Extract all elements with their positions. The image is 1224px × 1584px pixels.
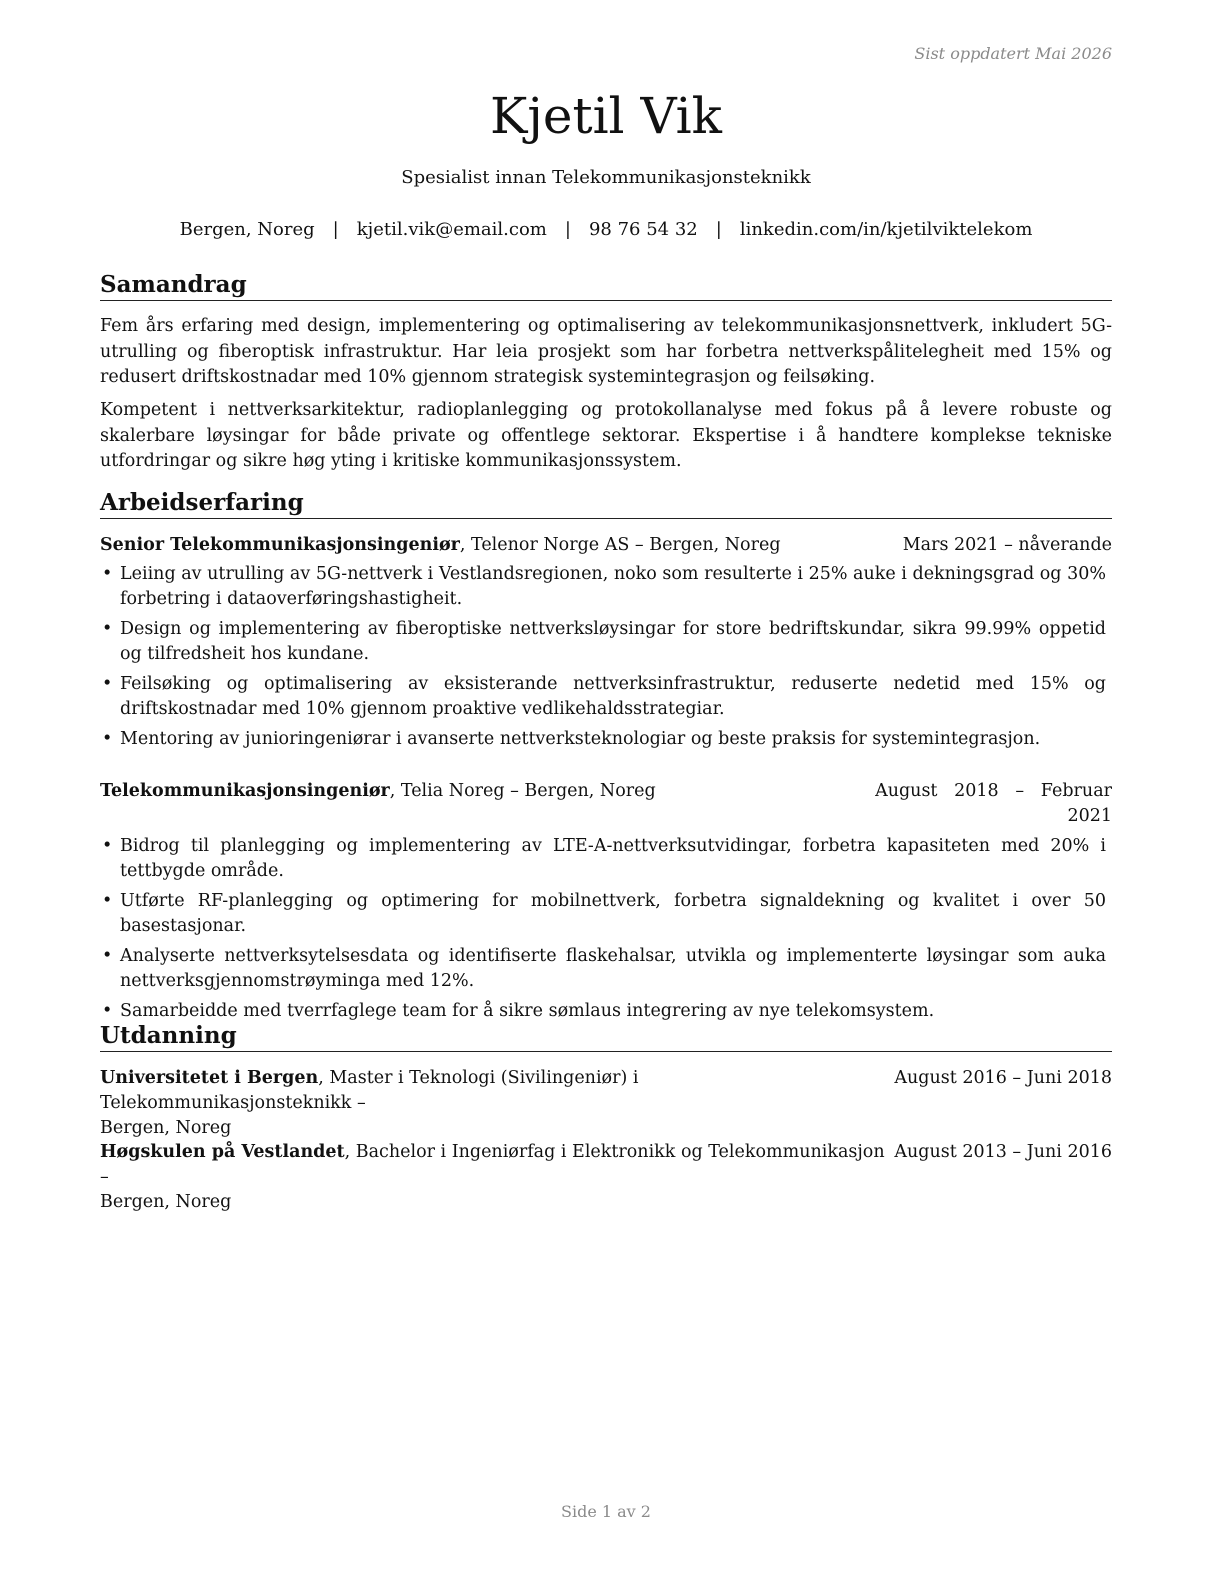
education-dates: August 2013 – Juni 2016 bbox=[894, 1142, 1112, 1162]
contact-location: Bergen, Noreg bbox=[179, 219, 315, 240]
list-item: • Samarbeidde med tverrfaglege team for å sikre sømlaus integrering av nye telekomsystem. bbox=[100, 999, 1112, 1024]
contact-phone[interactable]: 98 76 54 32 bbox=[588, 219, 698, 240]
page-number: Side 1 av 2 bbox=[561, 1502, 651, 1521]
contact-separator: | bbox=[332, 219, 339, 240]
job-dates-line: August 2018 – Februar bbox=[875, 781, 1112, 801]
job-bullets bbox=[100, 562, 1112, 757]
job-role: Telekommunikasjonsingeniør bbox=[100, 781, 390, 801]
job-header bbox=[100, 779, 1112, 829]
job-role: Senior Telekommunikasjonsingeniør bbox=[100, 535, 460, 555]
education-details bbox=[100, 1140, 890, 1215]
job-dates bbox=[875, 779, 1112, 829]
job-title-line bbox=[100, 533, 781, 558]
job-bullets bbox=[100, 834, 1112, 1029]
contact-separator: | bbox=[564, 219, 571, 240]
candidate-name: Kjetil Vik bbox=[490, 87, 722, 145]
summary-paragraph-2: Kompetent i nettverksarkitektur, radioplanlegging og protokollanalyse med fokus på å levere robuste og skalerbare løysingar for både private og offentlege sektorar. Ekspertise i å handtere komplekse tekniske utfordringar og sikre høg yting i kritiske kommunikasjonssystem. bbox=[100, 400, 1112, 471]
contact-email[interactable]: kjetil.vik@email.com bbox=[356, 219, 547, 240]
summary-paragraph-1: Fem års erfaring med design, implementering og optimalisering av telekommunikasjonsnettverk, inkludert 5G-utrulling og fiberoptisk infrastruktur. Har leia prosjekt som har forbetra nettverkspålitelegheit med 15% og redusert driftskostnadar med 10% gjennom strategisk systemintegrasjon og feilsøking. bbox=[100, 316, 1112, 387]
job-company: , Telia Noreg – Bergen, Noreg bbox=[389, 781, 656, 801]
job-company: , Telenor Norge AS – Bergen, Noreg bbox=[459, 535, 781, 555]
education-details bbox=[100, 1066, 890, 1141]
education-location: Bergen, Noreg bbox=[100, 1118, 232, 1138]
education-dates: August 2016 – Juni 2018 bbox=[894, 1068, 1112, 1088]
contact-line bbox=[100, 219, 1112, 240]
job-title-line bbox=[100, 779, 656, 804]
list-item: • Analyserte nettverksytelsesdata og identifiserte flaskehalsar, utvikla og implementerte løysingar som auka nettverksgjennomstrøyminga med 12%. bbox=[100, 944, 1112, 994]
last-updated-note: Sist oppdatert Mai 2026 bbox=[914, 44, 1112, 63]
candidate-title: Spesialist innan Telekommunikasjonsteknikk bbox=[401, 167, 811, 188]
education-location: Bergen, Noreg bbox=[100, 1192, 232, 1212]
section-heading-experience: Arbeidserfaring bbox=[100, 488, 1112, 519]
list-item: • Leiing av utrulling av 5G-nettverk i Vestlandsregionen, noko som resulterte i 25% auke i dekningsgrad og 30% forbetring i dataoverføringshastigheit. bbox=[100, 562, 1112, 612]
education-degree: , Master i Teknologi (Sivilingeniør) i Telekommunikasjonsteknikk – bbox=[100, 1068, 639, 1113]
resume-page bbox=[100, 0, 1112, 1584]
education-school: Universitetet i Bergen bbox=[100, 1068, 319, 1088]
job-dates-line: 2021 bbox=[1067, 806, 1112, 826]
section-heading-education: Utdanning bbox=[100, 1021, 1112, 1052]
job-dates: Mars 2021 – nåverande bbox=[902, 535, 1112, 555]
contact-linkedin[interactable]: linkedin.com/in/kjetilviktelekom bbox=[739, 219, 1033, 240]
section-heading-summary: Samandrag bbox=[100, 270, 1112, 301]
education-degree: , Bachelor i Ingeniørfag i Elektronikk og Telekommunikasjon – bbox=[100, 1142, 885, 1187]
list-item: • Design og implementering av fiberoptiske nettverksløysingar for store bedriftskundar, sikra 99.99% oppetid og tilfredsheit hos kundane. bbox=[100, 617, 1112, 667]
list-item: • Bidrog til planlegging og implementering av LTE-A-nettverksutvidingar, forbetra kapasiteten med 20% i tettbygde område. bbox=[100, 834, 1112, 884]
list-item: • Feilsøking og optimalisering av eksisterande nettverksinfrastruktur, reduserte nedetid med 15% og driftskostnadar med 10% gjennom proaktive vedlikehaldsstrategiar. bbox=[100, 672, 1112, 722]
list-item: • Mentoring av junioringeniørar i avanserte nettverksteknologiar og beste praksis for systemintegrasjon. bbox=[100, 727, 1112, 752]
list-item: • Utførte RF-planlegging og optimering for mobilnettverk, forbetra signaldekning og kvalitet i over 50 basestasjonar. bbox=[100, 889, 1112, 939]
contact-separator: | bbox=[715, 219, 722, 240]
education-school: Høgskulen på Vestlandet bbox=[100, 1142, 345, 1162]
